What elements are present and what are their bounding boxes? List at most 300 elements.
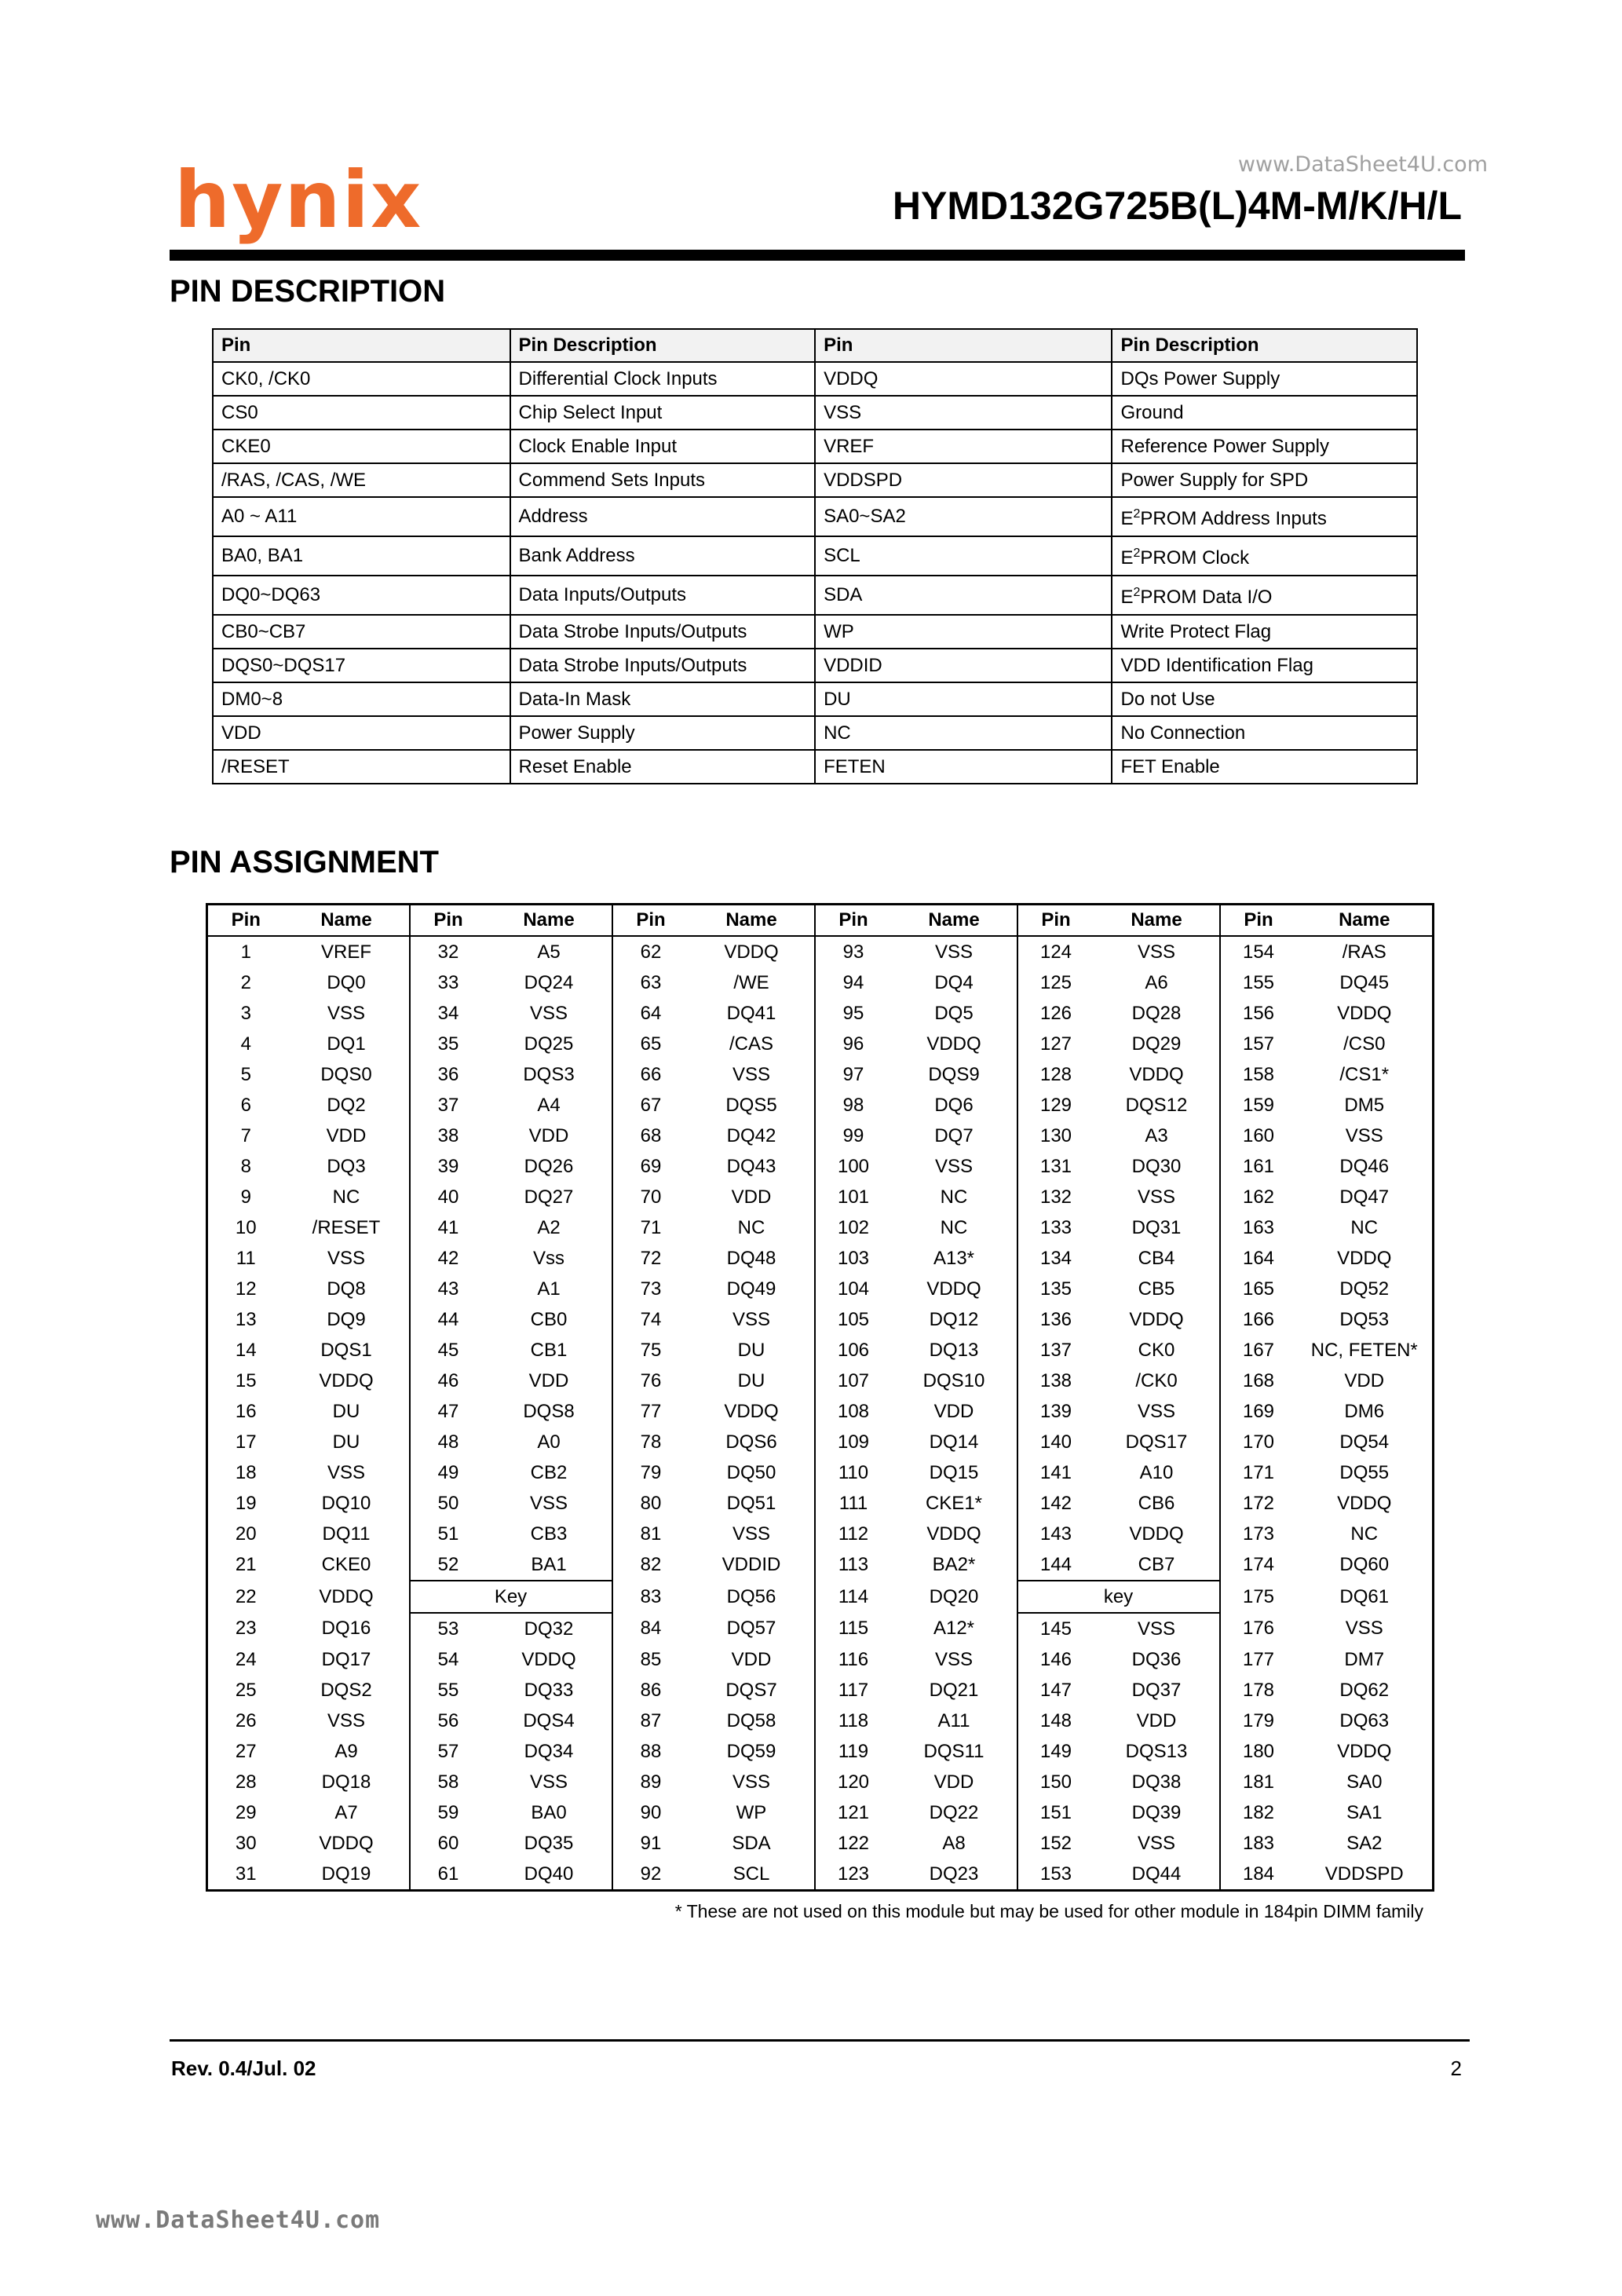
pin-number-cell: 94 <box>815 967 892 998</box>
pin-number-cell: 58 <box>410 1767 487 1797</box>
pin-name-cell: VDDQ <box>319 1832 374 1854</box>
pin-name-cell: DQ60 <box>1339 1554 1390 1575</box>
desc-cell: VDD Identification Flag <box>1112 649 1417 682</box>
pin-name-cell: VSS <box>327 1461 366 1483</box>
pin-number-cell: 29 <box>235 1801 257 1823</box>
pin-name-cell: VDDQ <box>724 1400 779 1422</box>
pin-number-cell: 180 <box>1220 1736 1297 1767</box>
pin-name-cell: DQS4 <box>523 1709 575 1731</box>
pin-name-cell: DQ14 <box>929 1431 979 1453</box>
pin-name-cell: /RESET <box>312 1216 381 1238</box>
desc-cell <box>1112 536 1417 576</box>
pin-number-cell: 104 <box>815 1274 892 1304</box>
pin-number-cell: 177 <box>1220 1644 1297 1675</box>
pin-number-cell: 110 <box>815 1457 892 1488</box>
pin-number-cell: 125 <box>1017 967 1094 998</box>
pin-name-cell: DQ44 <box>1131 1863 1182 1885</box>
pin-name-cell: SDA <box>732 1832 771 1854</box>
pin-name-cell: DQ12 <box>929 1308 979 1330</box>
pin-name-cell: /CK0 <box>1135 1369 1178 1391</box>
pin-name-cell: NC <box>737 1216 765 1238</box>
pin-number-cell: 157 <box>1220 1029 1297 1059</box>
pin-number-cell: 134 <box>1017 1243 1094 1274</box>
pin-number-cell: 141 <box>1017 1457 1094 1488</box>
table-row <box>207 1304 1434 1335</box>
pin-number-cell: 158 <box>1220 1059 1297 1090</box>
pin-name-cell: DQS10 <box>922 1369 985 1391</box>
pin-name-cell: DM6 <box>1344 1400 1385 1422</box>
pin-name-cell: DQ2 <box>327 1094 366 1116</box>
pin-name-cell: DQ19 <box>321 1863 371 1885</box>
pin-name-cell: DQ5 <box>934 1002 974 1024</box>
pin-number-cell: 43 <box>410 1274 487 1304</box>
pin-number-cell: 111 <box>815 1488 892 1519</box>
pin-name-cell: DQ63 <box>1339 1709 1390 1731</box>
pin-number-cell: 154 <box>1220 936 1297 967</box>
pin-name-cell: DQS5 <box>725 1094 777 1116</box>
pin-number-cell: 178 <box>1220 1675 1297 1706</box>
pin-name-cell: DQ17 <box>321 1648 371 1670</box>
pin-name-cell: VSS <box>732 1063 771 1085</box>
pin-number-cell: 27 <box>235 1740 257 1762</box>
pin-name-cell: VDD <box>1344 1369 1385 1391</box>
pin-number-cell: 47 <box>410 1396 487 1427</box>
pin-number-cell: 175 <box>1220 1581 1297 1613</box>
desc-header-row <box>213 329 1417 362</box>
pin-number-cell: 163 <box>1220 1212 1297 1243</box>
pin-number-cell: 138 <box>1017 1366 1094 1396</box>
desc-cell: No Connection <box>1112 716 1417 750</box>
pin-number-cell: 39 <box>410 1151 487 1182</box>
pin-number-cell: 162 <box>1220 1182 1297 1212</box>
pin-number-cell: 21 <box>235 1554 257 1575</box>
pin-number-cell: 55 <box>410 1675 487 1706</box>
pin-name-cell: VDD <box>731 1186 772 1208</box>
pin-number-cell: 86 <box>612 1675 689 1706</box>
pin-name-cell: DQ6 <box>934 1094 974 1116</box>
pin-name-cell: A13* <box>933 1247 975 1269</box>
pin-name-cell: DQ37 <box>1131 1679 1182 1701</box>
pin-number-cell: 128 <box>1017 1059 1094 1090</box>
pin-number-cell: 82 <box>612 1549 689 1581</box>
pin-number-cell: 85 <box>612 1644 689 1675</box>
pin-name-cell: VSS <box>1137 941 1176 963</box>
desc-cell: CK0, /CK0 <box>213 362 510 396</box>
desc-cell: NC <box>815 716 1112 750</box>
pin-name-cell: DQS13 <box>1125 1740 1188 1762</box>
pin-name-cell: DQ25 <box>524 1033 574 1055</box>
pin-number-cell: 102 <box>815 1212 892 1243</box>
pin-number-cell: 98 <box>815 1090 892 1121</box>
pin-number-cell: 168 <box>1220 1366 1297 1396</box>
pin-number-cell: 108 <box>815 1396 892 1427</box>
desc-cell-pre: E <box>1120 508 1134 529</box>
table-row <box>207 1644 1434 1675</box>
pin-number-cell: 69 <box>612 1151 689 1182</box>
pin-number-cell: 5 <box>240 1063 251 1085</box>
pin-name-cell: VSS <box>1137 1832 1176 1854</box>
assign-header-cell: Name <box>284 905 410 937</box>
pin-number-cell: 54 <box>410 1644 487 1675</box>
pin-name-cell: DQ45 <box>1339 971 1390 993</box>
pin-number-cell: 90 <box>612 1797 689 1828</box>
pin-number-cell: 17 <box>235 1431 257 1453</box>
pin-number-cell: 105 <box>815 1304 892 1335</box>
assign-header-cell: Pin <box>207 905 284 937</box>
pin-number-cell: 33 <box>410 967 487 998</box>
pin-number-cell: 150 <box>1017 1767 1094 1797</box>
pin-number-cell: 46 <box>410 1366 487 1396</box>
pin-number-cell: 170 <box>1220 1427 1297 1457</box>
desc-row <box>213 576 1417 615</box>
pin-number-cell: 7 <box>240 1124 251 1146</box>
pin-number-cell: 23 <box>235 1618 257 1639</box>
pin-name-cell: DU <box>332 1431 360 1453</box>
pin-number-cell: 152 <box>1017 1828 1094 1859</box>
pin-name-cell: VDDQ <box>1129 1063 1184 1085</box>
pin-name-cell: VSS <box>1345 1124 1383 1146</box>
pin-name-cell: DU <box>332 1400 360 1422</box>
pin-number-cell: 127 <box>1017 1029 1094 1059</box>
pin-name-cell: A9 <box>334 1740 358 1762</box>
pin-name-cell: DQ3 <box>327 1155 366 1177</box>
pin-number-cell: 40 <box>410 1182 487 1212</box>
table-row <box>207 936 1434 967</box>
pin-name-cell: DQ1 <box>327 1033 366 1055</box>
pin-name-cell: VSS <box>1137 1186 1176 1208</box>
pin-number-cell: 89 <box>612 1767 689 1797</box>
pin-number-cell: 81 <box>612 1519 689 1549</box>
table-row <box>207 967 1434 998</box>
pin-number-cell: 71 <box>612 1212 689 1243</box>
pin-number-cell: 73 <box>612 1274 689 1304</box>
pin-number-cell: 22 <box>235 1585 257 1607</box>
desc-cell: Differential Clock Inputs <box>510 362 816 396</box>
pin-name-cell: DQ48 <box>726 1247 776 1269</box>
desc-cell: Address <box>510 497 816 536</box>
pin-number-cell: 48 <box>410 1427 487 1457</box>
pin-name-cell: CB6 <box>1138 1492 1175 1514</box>
table-row <box>207 1090 1434 1121</box>
pin-name-cell: DQ30 <box>1131 1155 1182 1177</box>
pin-name-cell: A7 <box>334 1801 358 1823</box>
pin-name-cell: DQ39 <box>1131 1801 1182 1823</box>
pin-name-cell: DQ21 <box>929 1679 979 1701</box>
table-row <box>207 1212 1434 1243</box>
pin-assignment-title: PIN ASSIGNMENT <box>170 845 439 879</box>
pin-number-cell: 18 <box>235 1461 257 1483</box>
pin-number-cell: 140 <box>1017 1427 1094 1457</box>
pin-number-cell: 87 <box>612 1706 689 1736</box>
pin-name-cell: CB3 <box>530 1523 568 1545</box>
pin-name-cell: VDDQ <box>1337 1247 1392 1269</box>
pin-name-cell: SCL <box>732 1863 770 1885</box>
pin-name-cell: DQ54 <box>1339 1431 1390 1453</box>
pin-number-cell: 133 <box>1017 1212 1094 1243</box>
table-row <box>207 1797 1434 1828</box>
pin-name-cell: DQ50 <box>726 1461 776 1483</box>
desc-cell-post: PROM Address Inputs <box>1140 508 1327 529</box>
desc-cell: Reference Power Supply <box>1112 430 1417 463</box>
pin-number-cell: 93 <box>815 936 892 967</box>
desc-cell: DQs Power Supply <box>1112 362 1417 396</box>
pin-name-cell: DQS12 <box>1125 1094 1188 1116</box>
revision: Rev. 0.4/Jul. 02 <box>171 2057 316 2080</box>
pin-name-cell: CB4 <box>1138 1247 1175 1269</box>
desc-cell: WP <box>815 615 1112 649</box>
pin-name-cell: DQ49 <box>726 1278 776 1300</box>
pin-number-cell: 25 <box>235 1679 257 1701</box>
desc-cell: VDDSPD <box>815 463 1112 497</box>
desc-cell-pre: E <box>1120 587 1134 608</box>
pin-number-cell: 66 <box>612 1059 689 1090</box>
desc-row <box>213 682 1417 716</box>
pin-number-cell: 11 <box>236 1247 256 1269</box>
pin-number-cell: 65 <box>612 1029 689 1059</box>
desc-header-cell: Pin Description <box>510 329 816 362</box>
pin-name-cell: DQ0 <box>327 971 366 993</box>
pin-number-cell: 155 <box>1220 967 1297 998</box>
pin-number-cell: 79 <box>612 1457 689 1488</box>
pin-name-cell: A1 <box>537 1278 561 1300</box>
assign-header-cell: Name <box>1297 905 1434 937</box>
pin-name-cell: VDDQ <box>319 1585 374 1607</box>
pin-number-cell: 2 <box>240 971 251 993</box>
desc-cell: VDDQ <box>815 362 1112 396</box>
pin-name-cell: VDDID <box>721 1554 781 1575</box>
pin-number-cell: 165 <box>1220 1274 1297 1304</box>
pin-number-cell: 113 <box>815 1549 892 1581</box>
desc-row <box>213 649 1417 682</box>
pin-name-cell: A5 <box>537 941 561 963</box>
pin-name-cell: DQ53 <box>1339 1308 1390 1330</box>
pin-name-cell: VDDSPD <box>1324 1863 1404 1885</box>
table-row <box>207 1457 1434 1488</box>
desc-row <box>213 615 1417 649</box>
pin-name-cell: DQ33 <box>524 1679 574 1701</box>
pin-name-cell: /CS1* <box>1339 1063 1390 1085</box>
pin-name-cell: VDD <box>933 1771 974 1793</box>
pin-name-cell: DQ58 <box>726 1709 776 1731</box>
pin-name-cell: /CS0 <box>1343 1033 1386 1055</box>
pin-number-cell: 131 <box>1017 1151 1094 1182</box>
table-row <box>207 1029 1434 1059</box>
pin-number-cell: 183 <box>1220 1828 1297 1859</box>
pin-name-cell: DQ40 <box>524 1863 574 1885</box>
pin-number-cell: 61 <box>410 1859 487 1891</box>
pin-name-cell: A4 <box>537 1094 561 1116</box>
pin-number-cell: 72 <box>612 1243 689 1274</box>
table-row <box>207 1613 1434 1644</box>
pin-number-cell: 100 <box>815 1151 892 1182</box>
table-row <box>207 1121 1434 1151</box>
pin-number-cell: 74 <box>612 1304 689 1335</box>
pin-number-cell: 101 <box>815 1182 892 1212</box>
pin-name-cell: DQ42 <box>726 1124 776 1146</box>
pin-name-cell: BA1 <box>531 1553 567 1575</box>
desc-cell: VSS <box>815 396 1112 430</box>
pin-number-cell: 123 <box>815 1859 892 1891</box>
assign-header-cell: Name <box>1094 905 1220 937</box>
pin-name-cell: VSS <box>327 1002 366 1024</box>
pin-number-cell: 84 <box>612 1613 689 1644</box>
pin-number-cell: 130 <box>1017 1121 1094 1151</box>
desc-cell: FET Enable <box>1112 750 1417 784</box>
desc-cell-post: PROM Data I/O <box>1140 587 1273 608</box>
pin-number-cell: 176 <box>1220 1613 1297 1644</box>
pin-name-cell: NC <box>1350 1523 1379 1545</box>
pin-name-cell: VSS <box>934 1648 974 1670</box>
pin-name-cell: DQ16 <box>321 1618 371 1639</box>
pin-number-cell: 57 <box>410 1736 487 1767</box>
desc-cell: /RAS, /CAS, /WE <box>213 463 510 497</box>
table-row <box>207 1828 1434 1859</box>
pin-name-cell: VDD <box>528 1369 569 1391</box>
assign-header-cell: Pin <box>815 905 892 937</box>
pin-name-cell: DQ62 <box>1339 1679 1390 1701</box>
pin-number-cell: 96 <box>815 1029 892 1059</box>
pin-number-cell: 129 <box>1017 1090 1094 1121</box>
pin-name-cell: A0 <box>537 1431 561 1453</box>
desc-cell: Bank Address <box>510 536 816 576</box>
pin-name-cell: DQ55 <box>1339 1461 1390 1483</box>
pin-number-cell: 78 <box>612 1427 689 1457</box>
pin-name-cell: NC <box>940 1186 968 1208</box>
pin-number-cell: 118 <box>815 1706 892 1736</box>
pin-name-cell: A11 <box>937 1709 970 1731</box>
pin-name-cell: VSS <box>1345 1618 1383 1639</box>
pin-name-cell: DQ34 <box>524 1740 574 1762</box>
pin-name-cell: NC <box>332 1186 360 1208</box>
pin-name-cell: VDDQ <box>926 1523 981 1545</box>
pin-number-cell: 12 <box>235 1278 257 1300</box>
pin-number-cell: 14 <box>235 1339 257 1361</box>
watermark-top: www.DataSheet4U.com <box>1237 152 1488 177</box>
pin-name-cell: DQ23 <box>929 1863 979 1885</box>
desc-header-cell: Pin <box>213 329 510 362</box>
pin-name-cell: CB2 <box>530 1461 568 1483</box>
desc-cell <box>1112 576 1417 615</box>
pin-name-cell: DU <box>737 1339 765 1361</box>
desc-cell: DQS0~DQS17 <box>213 649 510 682</box>
hynix-logo: hynix <box>174 154 423 246</box>
pin-name-cell: DQS7 <box>725 1679 777 1701</box>
table-row <box>207 1335 1434 1366</box>
pin-name-cell: NC, FETEN* <box>1310 1339 1418 1361</box>
pin-name-cell: VDDQ <box>926 1278 981 1300</box>
pin-name-cell: VSS <box>934 1155 974 1177</box>
pin-name-cell: /RAS <box>1342 941 1386 963</box>
pin-number-cell: 38 <box>410 1121 487 1151</box>
key-cell: Key <box>410 1581 612 1613</box>
pin-number-cell: 28 <box>235 1771 257 1793</box>
desc-row <box>213 750 1417 784</box>
pin-name-cell: DQS6 <box>725 1431 777 1453</box>
desc-row <box>213 536 1417 576</box>
pin-number-cell: 117 <box>815 1675 892 1706</box>
pin-name-cell: DQ26 <box>524 1155 574 1177</box>
pin-name-cell: DQ22 <box>929 1801 979 1823</box>
pin-name-cell: VSS <box>732 1308 771 1330</box>
pin-number-cell: 51 <box>410 1519 487 1549</box>
pin-number-cell: 13 <box>235 1308 257 1330</box>
pin-number-cell: 91 <box>612 1828 689 1859</box>
pin-name-cell: SA0 <box>1346 1771 1383 1793</box>
pin-number-cell: 161 <box>1220 1151 1297 1182</box>
pin-number-cell: 143 <box>1017 1519 1094 1549</box>
table-row <box>207 1274 1434 1304</box>
pin-number-cell: 167 <box>1220 1335 1297 1366</box>
desc-cell: Data-In Mask <box>510 682 816 716</box>
pin-name-cell: VDDQ <box>926 1033 981 1055</box>
page-number: 2 <box>1450 2057 1462 2080</box>
desc-row <box>213 430 1417 463</box>
pin-number-cell: 19 <box>235 1492 257 1514</box>
pin-name-cell: BA0 <box>531 1801 567 1823</box>
pin-name-cell: /CAS <box>729 1033 773 1055</box>
pin-number-cell: 103 <box>815 1243 892 1274</box>
assign-header-cell: Pin <box>1017 905 1094 937</box>
desc-cell: Power Supply for SPD <box>1112 463 1417 497</box>
pin-number-cell: 63 <box>612 967 689 998</box>
pin-name-cell: DQ28 <box>1131 1002 1182 1024</box>
pin-name-cell: NC <box>940 1216 968 1238</box>
pin-number-cell: 49 <box>410 1457 487 1488</box>
desc-cell: VREF <box>815 430 1112 463</box>
desc-cell-sup: 2 <box>1133 586 1141 599</box>
pin-number-cell: 75 <box>612 1335 689 1366</box>
table-row <box>207 1519 1434 1549</box>
desc-cell-post: PROM Clock <box>1140 547 1250 569</box>
pin-name-cell: DQS2 <box>320 1679 372 1701</box>
footnote: * These are not used on this module but may be used for other module in 184pin DIMM family <box>674 1901 1423 1921</box>
pin-number-cell: 109 <box>815 1427 892 1457</box>
table-row <box>207 1366 1434 1396</box>
pin-name-cell: DU <box>737 1369 765 1391</box>
pin-name-cell: DQ18 <box>321 1771 371 1793</box>
desc-cell: BA0, BA1 <box>213 536 510 576</box>
table-row <box>207 1059 1434 1090</box>
pin-number-cell: 60 <box>410 1828 487 1859</box>
pin-assignment-table <box>206 903 1434 1892</box>
pin-name-cell: VSS <box>327 1247 366 1269</box>
pin-number-cell: 24 <box>235 1648 257 1670</box>
pin-name-cell: VSS <box>529 1771 568 1793</box>
pin-description-title: PIN DESCRIPTION <box>170 274 446 309</box>
pin-number-cell: 156 <box>1220 998 1297 1029</box>
desc-cell: Data Strobe Inputs/Outputs <box>510 649 816 682</box>
pin-name-cell: DQ7 <box>934 1124 974 1146</box>
desc-cell: Chip Select Input <box>510 396 816 430</box>
pin-number-cell: 173 <box>1220 1519 1297 1549</box>
pin-number-cell: 171 <box>1220 1457 1297 1488</box>
pin-name-cell: VSS <box>1137 1400 1176 1422</box>
table-row <box>207 1488 1434 1519</box>
pin-name-cell: DQ36 <box>1131 1648 1182 1670</box>
table-row <box>207 1675 1434 1706</box>
pin-name-cell: DQ41 <box>726 1002 776 1024</box>
pin-number-cell: 166 <box>1220 1304 1297 1335</box>
pin-description-table <box>212 328 1418 784</box>
pin-name-cell: SA2 <box>1346 1832 1383 1854</box>
pin-number-cell: 146 <box>1017 1644 1094 1675</box>
pin-number-cell: 36 <box>410 1059 487 1090</box>
pin-name-cell: DQ51 <box>726 1492 776 1514</box>
pin-number-cell: 184 <box>1220 1859 1297 1891</box>
pin-number-cell: 142 <box>1017 1488 1094 1519</box>
pin-name-cell: DQ43 <box>726 1155 776 1177</box>
pin-name-cell: DQS1 <box>320 1339 372 1361</box>
